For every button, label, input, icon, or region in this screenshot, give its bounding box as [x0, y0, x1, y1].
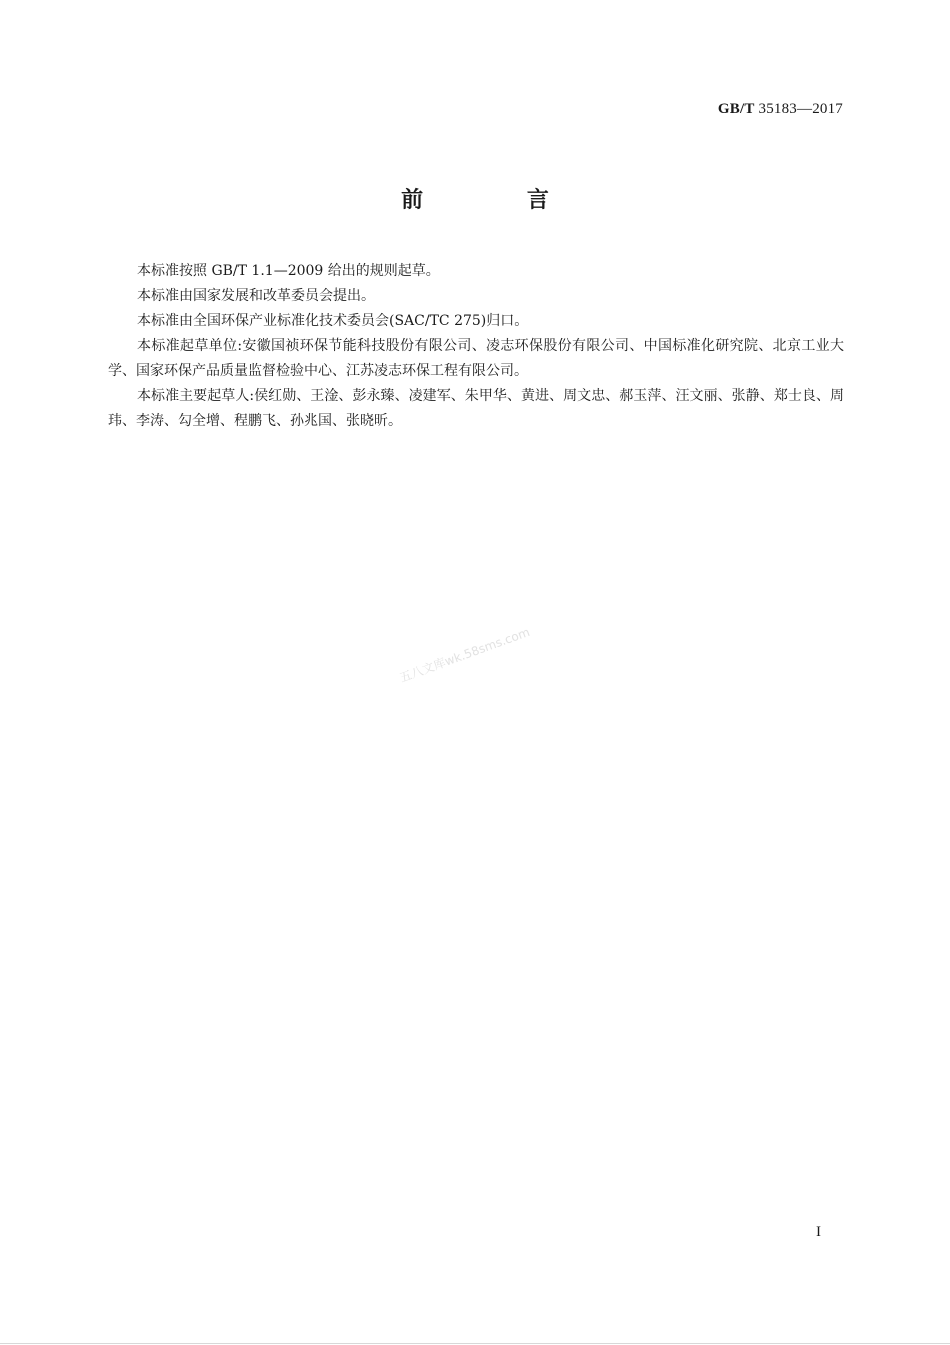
page-number: I [816, 1224, 821, 1240]
standard-prefix: GB/T [717, 101, 755, 117]
paragraph-drafting-units: 本标准起草单位:安徽国祯环保节能科技股份有限公司、凌志环保股份有限公司、中国标准化研究院、北京工业大学、国家环保产品质量监督检验中心、江苏凌志环保工程有限公司。 [108, 338, 844, 379]
standard-number-header [718, 101, 843, 118]
watermark-text: 五八文库wk.58sms.com [397, 624, 532, 686]
paragraph-drafting-rules: 本标准按照 GB/T 1.1—2009 给出的规则起草。 [137, 263, 440, 279]
page-bottom-divider [0, 1343, 950, 1344]
paragraph-proposer: 本标准由国家发展和改革委员会提出。 [137, 288, 375, 304]
page-title: 前 言 [401, 188, 597, 213]
paragraph-administrator: 本标准由全国环保产业标准化技术委员会(SAC/TC 275)归口。 [137, 313, 529, 329]
paragraph-drafters: 本标准主要起草人:侯红勋、王淦、彭永臻、凌建军、朱甲华、黄进、周文忠、郝玉萍、汪文丽、张静、郑士良、周玮、李涛、勾全增、程鹏飞、孙兆国、张晓昕。 [108, 388, 844, 429]
standard-code: 35183—2017 [758, 101, 843, 117]
foreword-body [108, 259, 844, 434]
